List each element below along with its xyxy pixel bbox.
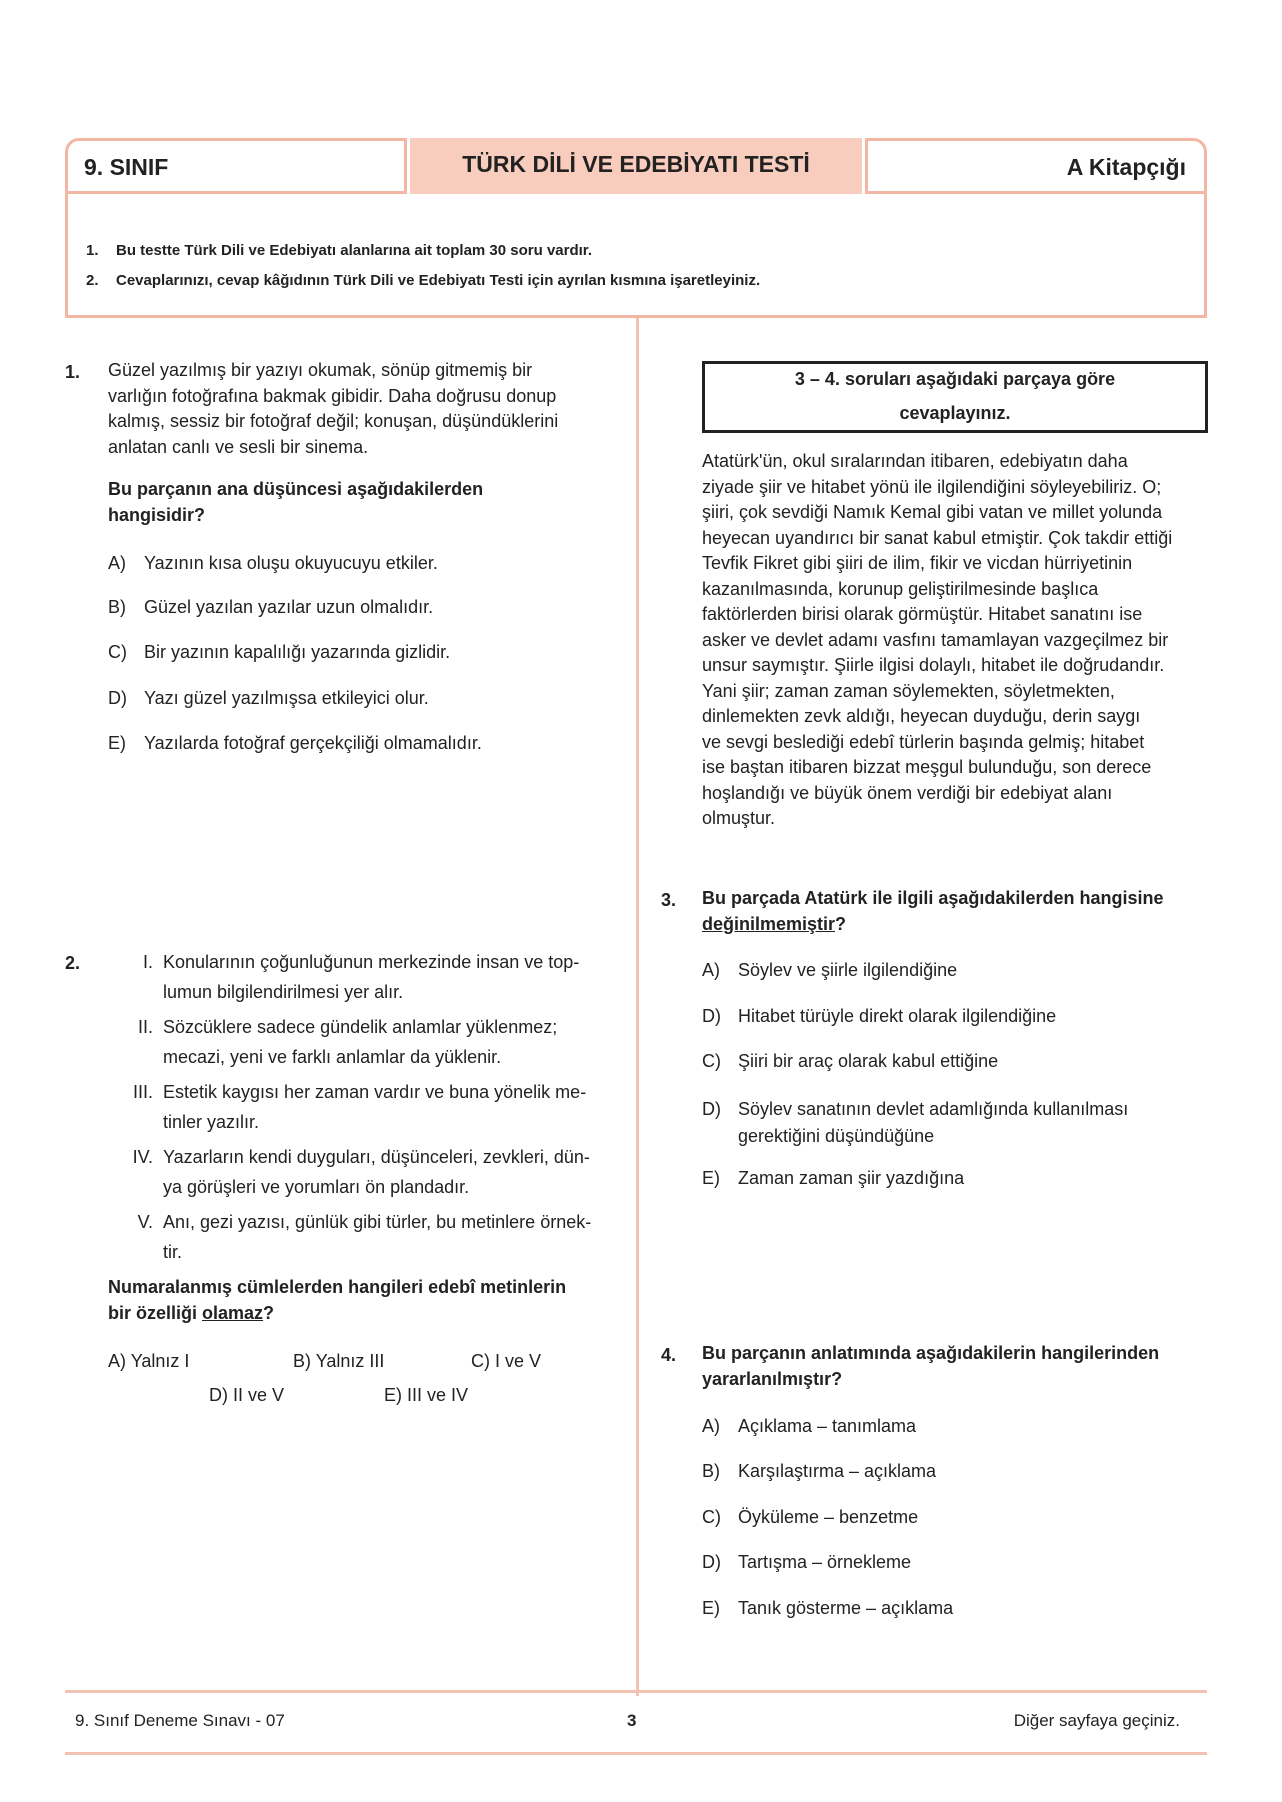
text-line: Numaralanmış cümlelerden hangileri edebî metinlerin <box>108 1277 567 1297</box>
option-text: Şiiri bir araç olarak kabul ettiğine <box>738 1051 999 1071</box>
text-line: Bu parçanın ana düşüncesi aşağıdakilerden <box>108 479 484 499</box>
text-line: ise baştan itibaren bizzat meşgul bulunduğu, son derece <box>702 757 1152 777</box>
option-letter: A) <box>702 960 720 980</box>
question-1-prompt <box>108 477 483 528</box>
text-line: Tevfik Fikret gibi şiiri de ilim, fikir ve vicdan hürriyetinin <box>702 553 1133 573</box>
text-line: Yani şiir; zaman zaman söylemekten, söyletmekten, <box>702 680 1115 701</box>
option-letter: E) <box>384 1385 402 1405</box>
instruction-number: 1. <box>86 242 99 259</box>
option-text: Tanık gösterme – açıklama <box>738 1598 954 1618</box>
question-2-option-b[interactable] <box>293 1351 384 1372</box>
question-2-option-e[interactable] <box>384 1385 468 1406</box>
option-text: Tartışma – örnekleme <box>738 1552 912 1572</box>
question-4-prompt <box>702 1341 1159 1392</box>
question-3-option-c[interactable] <box>702 1051 998 1072</box>
option-letter: B) <box>702 1461 720 1481</box>
header-grade-box <box>65 138 407 194</box>
statement-text: Estetik kaygısı her zaman vardır ve buna yönelik me- tinler yazılır. <box>163 1082 587 1132</box>
passage-heading-box <box>702 361 1208 433</box>
question-4-number: 4. <box>661 1345 677 1365</box>
text-line: hoşlandığı ve büyük önem verdiği bir edebiyat alanı <box>702 782 1113 803</box>
option-text: Bir yazının kapalılığı yazarında gizlidir. <box>144 642 451 662</box>
option-text: Güzel yazılan yazılar uzun olmalıdır. <box>144 597 434 617</box>
option-text: Açıklama – tanımlama <box>738 1416 917 1436</box>
text-line: Atatürk'ün, okul sıralarından itibaren, edebiyatın daha <box>702 451 1128 471</box>
option-text: Söylev ve şiirle ilgilendiğine <box>738 960 958 980</box>
option-letter: D) <box>209 1385 228 1405</box>
question-3-option-e[interactable] <box>702 1168 964 1189</box>
question-2-option-c[interactable] <box>471 1351 541 1372</box>
text-line: ziyade şiir ve hitabet yönü ile ilgilendiğini söyleyebiliriz. O; <box>702 476 1162 497</box>
emphasis-negation: olamaz <box>202 1302 264 1323</box>
column-divider <box>636 318 639 1696</box>
header-booklet-box <box>865 138 1207 194</box>
text-line: değinilmemiştir? <box>702 913 847 934</box>
question-4-option-d[interactable] <box>702 1552 911 1573</box>
option-text: Öyküleme – benzetme <box>738 1507 919 1527</box>
text-line: anlatan canlı ve sesli bir sinema. <box>108 436 369 457</box>
question-2-number: 2. <box>65 953 81 973</box>
option-text: Yalnız I <box>130 1351 190 1371</box>
option-letter: D) <box>702 1099 721 1119</box>
passage-heading-line: cevaplayınız. <box>899 403 1011 423</box>
text-line: bir özelliği olamaz? <box>108 1302 275 1323</box>
footer-exam-name: 9. Sınıf Deneme Sınavı - 07 <box>75 1711 285 1730</box>
statement-item <box>115 947 615 1009</box>
question-1-option-a[interactable] <box>108 553 438 574</box>
text-line: varlığın fotoğrafına bakmak gibidir. Daha doğrusu donup <box>108 385 557 406</box>
question-3-option-d[interactable] <box>702 1096 1128 1150</box>
question-4-option-a[interactable] <box>702 1416 916 1437</box>
option-text: Yalnız III <box>315 1351 385 1371</box>
question-3-option-a[interactable] <box>702 960 957 981</box>
option-letter: C) <box>108 642 127 662</box>
text-line: heyecan uyandırıcı bir sanat kabul etmiştir. Çok takdir ettiği <box>702 527 1173 548</box>
statement-label: III. <box>132 1082 153 1102</box>
option-letter: C) <box>471 1351 490 1371</box>
instruction-item <box>86 272 760 289</box>
footer-bottom-rule <box>65 1752 1207 1755</box>
question-2-prompt <box>108 1275 566 1326</box>
statement-item <box>115 1012 615 1074</box>
option-letter: D) <box>702 1006 721 1026</box>
instruction-text: Cevaplarınızı, cevap kâğıdının Türk Dili ve Edebiyatı Testi için ayrılan kısmına işaretleyiniz. <box>116 272 761 289</box>
text-line: Bu parçada Atatürk ile ilgili aşağıdakilerden hangisine <box>702 888 1164 908</box>
footer-page-number: 3 <box>627 1711 637 1730</box>
option-letter: C) <box>702 1051 721 1071</box>
question-4-option-c[interactable] <box>702 1507 918 1528</box>
option-text: I ve V <box>495 1351 542 1371</box>
option-letter: C) <box>702 1507 721 1527</box>
text-line: kazanılmasında, korunup geliştirilmesinde başlıca <box>702 578 1099 599</box>
passage-heading-line: 3 – 4. soruları aşağıdaki parçaya göre <box>794 369 1116 389</box>
option-letter: B) <box>108 597 126 617</box>
option-text: Yazılarda fotoğraf gerçekçiliği olmamalıdır. <box>144 733 482 753</box>
question-1-option-b[interactable] <box>108 597 433 618</box>
statement-text: Sözcüklere sadece gündelik anlamlar yüklenmez; mecazi, yeni ve farklı anlamlar da yüklenir. <box>163 1017 558 1067</box>
instruction-text: Bu testte Türk Dili ve Edebiyatı alanlarına ait toplam 30 soru vardır. <box>116 242 592 259</box>
header-grade: 9. SINIF <box>84 154 169 180</box>
statement-label: IV. <box>132 1147 153 1167</box>
question-1-option-e[interactable] <box>108 733 482 754</box>
question-3-prompt <box>702 886 1163 937</box>
emphasis-negation: değinilmemiştir <box>702 913 836 934</box>
footer-next-page: Diğer sayfaya geçiniz. <box>1013 1711 1180 1730</box>
question-1-option-d[interactable] <box>108 688 429 709</box>
option-text: Yazının kısa oluşu okuyucuyu etkiler. <box>144 553 438 573</box>
text-line: Bu parçanın anlatımında aşağıdakilerin hangilerinden <box>702 1343 1160 1363</box>
option-text: Hitabet türüyle direkt olarak ilgilendiğine <box>738 1006 1057 1026</box>
passage-text <box>702 449 1212 832</box>
option-text: III ve IV <box>407 1385 469 1405</box>
text-line: kalmış, sessiz bir fotoğraf değil; konuşan, düşündüklerini <box>108 411 559 431</box>
question-3-option-b[interactable] <box>702 1006 1056 1027</box>
statement-label: II. <box>137 1017 153 1037</box>
text-line: faktörlerden birisi olarak görmüştür. Hitabet sanatını ise <box>702 604 1143 624</box>
footer-top-rule <box>65 1690 1207 1693</box>
text-line: olmuştur. <box>702 808 776 828</box>
option-letter: E) <box>108 733 126 753</box>
option-letter: D) <box>702 1552 721 1572</box>
header-title-box <box>410 138 862 194</box>
question-4-option-e[interactable] <box>702 1598 953 1619</box>
text-line: hangisidir? <box>108 504 206 525</box>
instructions-box <box>65 194 1207 318</box>
statement-label: V. <box>137 1212 153 1232</box>
text-line: ve sevgi beslediği edebî türlerin başında gelmiş; hitabet <box>702 731 1145 752</box>
option-letter: E) <box>702 1598 720 1618</box>
statement-text: Anı, gezi yazısı, günlük gibi türler, bu metinlere örnek- tir. <box>163 1212 592 1262</box>
option-letter: B) <box>293 1351 311 1371</box>
instruction-item <box>86 242 592 259</box>
option-text: Karşılaştırma – açıklama <box>738 1461 937 1481</box>
header-test-title: TÜRK DİLİ VE EDEBİYATI TESTİ <box>462 151 810 177</box>
statement-text: Yazarların kendi duyguları, düşünceleri, zevkleri, dün- ya görüşleri ve yorumları ön plandadır. <box>163 1147 590 1197</box>
question-3-number: 3. <box>661 890 677 910</box>
question-4-option-b[interactable] <box>702 1461 936 1482</box>
statement-text: Konularının çoğunluğunun merkezinde insan ve top- lumun bilgilendirilmesi yer alır. <box>163 952 580 1002</box>
question-1-number: 1. <box>65 362 81 382</box>
question-2-option-a[interactable] <box>108 1351 189 1372</box>
option-letter: A) <box>702 1416 720 1436</box>
question-2-option-d[interactable] <box>209 1385 284 1406</box>
text-line: Güzel yazılmış bir yazıyı okumak, sönüp gitmemiş bir <box>108 360 533 380</box>
statement-item <box>115 1142 615 1204</box>
instruction-number: 2. <box>86 272 99 289</box>
statement-item <box>115 1077 615 1139</box>
option-text: Yazı güzel yazılmışsa etkileyici olur. <box>144 688 429 708</box>
text-line: şiiri, çok sevdiği Namık Kemal gibi vatan ve millet yolunda <box>702 502 1163 522</box>
question-1-text <box>108 358 608 460</box>
text-line: unsur saymıştır. Şiirle ilgisi dolaylı, hitabet ile doğrudandır. <box>702 655 1165 675</box>
option-text: II ve V <box>233 1385 285 1405</box>
text-line: yararlanılmıştır? <box>702 1368 843 1389</box>
text-line: asker ve devlet adamı vasfını tamamlayan vazgeçilmez bir <box>702 629 1169 650</box>
option-text: Zaman zaman şiir yazdığına <box>738 1168 965 1188</box>
option-letter: A) <box>108 553 126 573</box>
statement-label: I. <box>142 952 153 972</box>
option-text: Söylev sanatının devlet adamlığında kullanılması gerektiğini düşündüğüne <box>738 1099 1129 1146</box>
question-1-option-c[interactable] <box>108 642 450 663</box>
header-booklet: A Kitapçığı <box>1066 154 1186 180</box>
text-line: dinlemekten zevk aldığı, heyecan duyduğu, derin saygı <box>702 706 1141 726</box>
option-letter: E) <box>702 1168 720 1188</box>
option-letter: D) <box>108 688 127 708</box>
option-letter: A) <box>108 1351 126 1371</box>
statement-item <box>115 1207 615 1269</box>
